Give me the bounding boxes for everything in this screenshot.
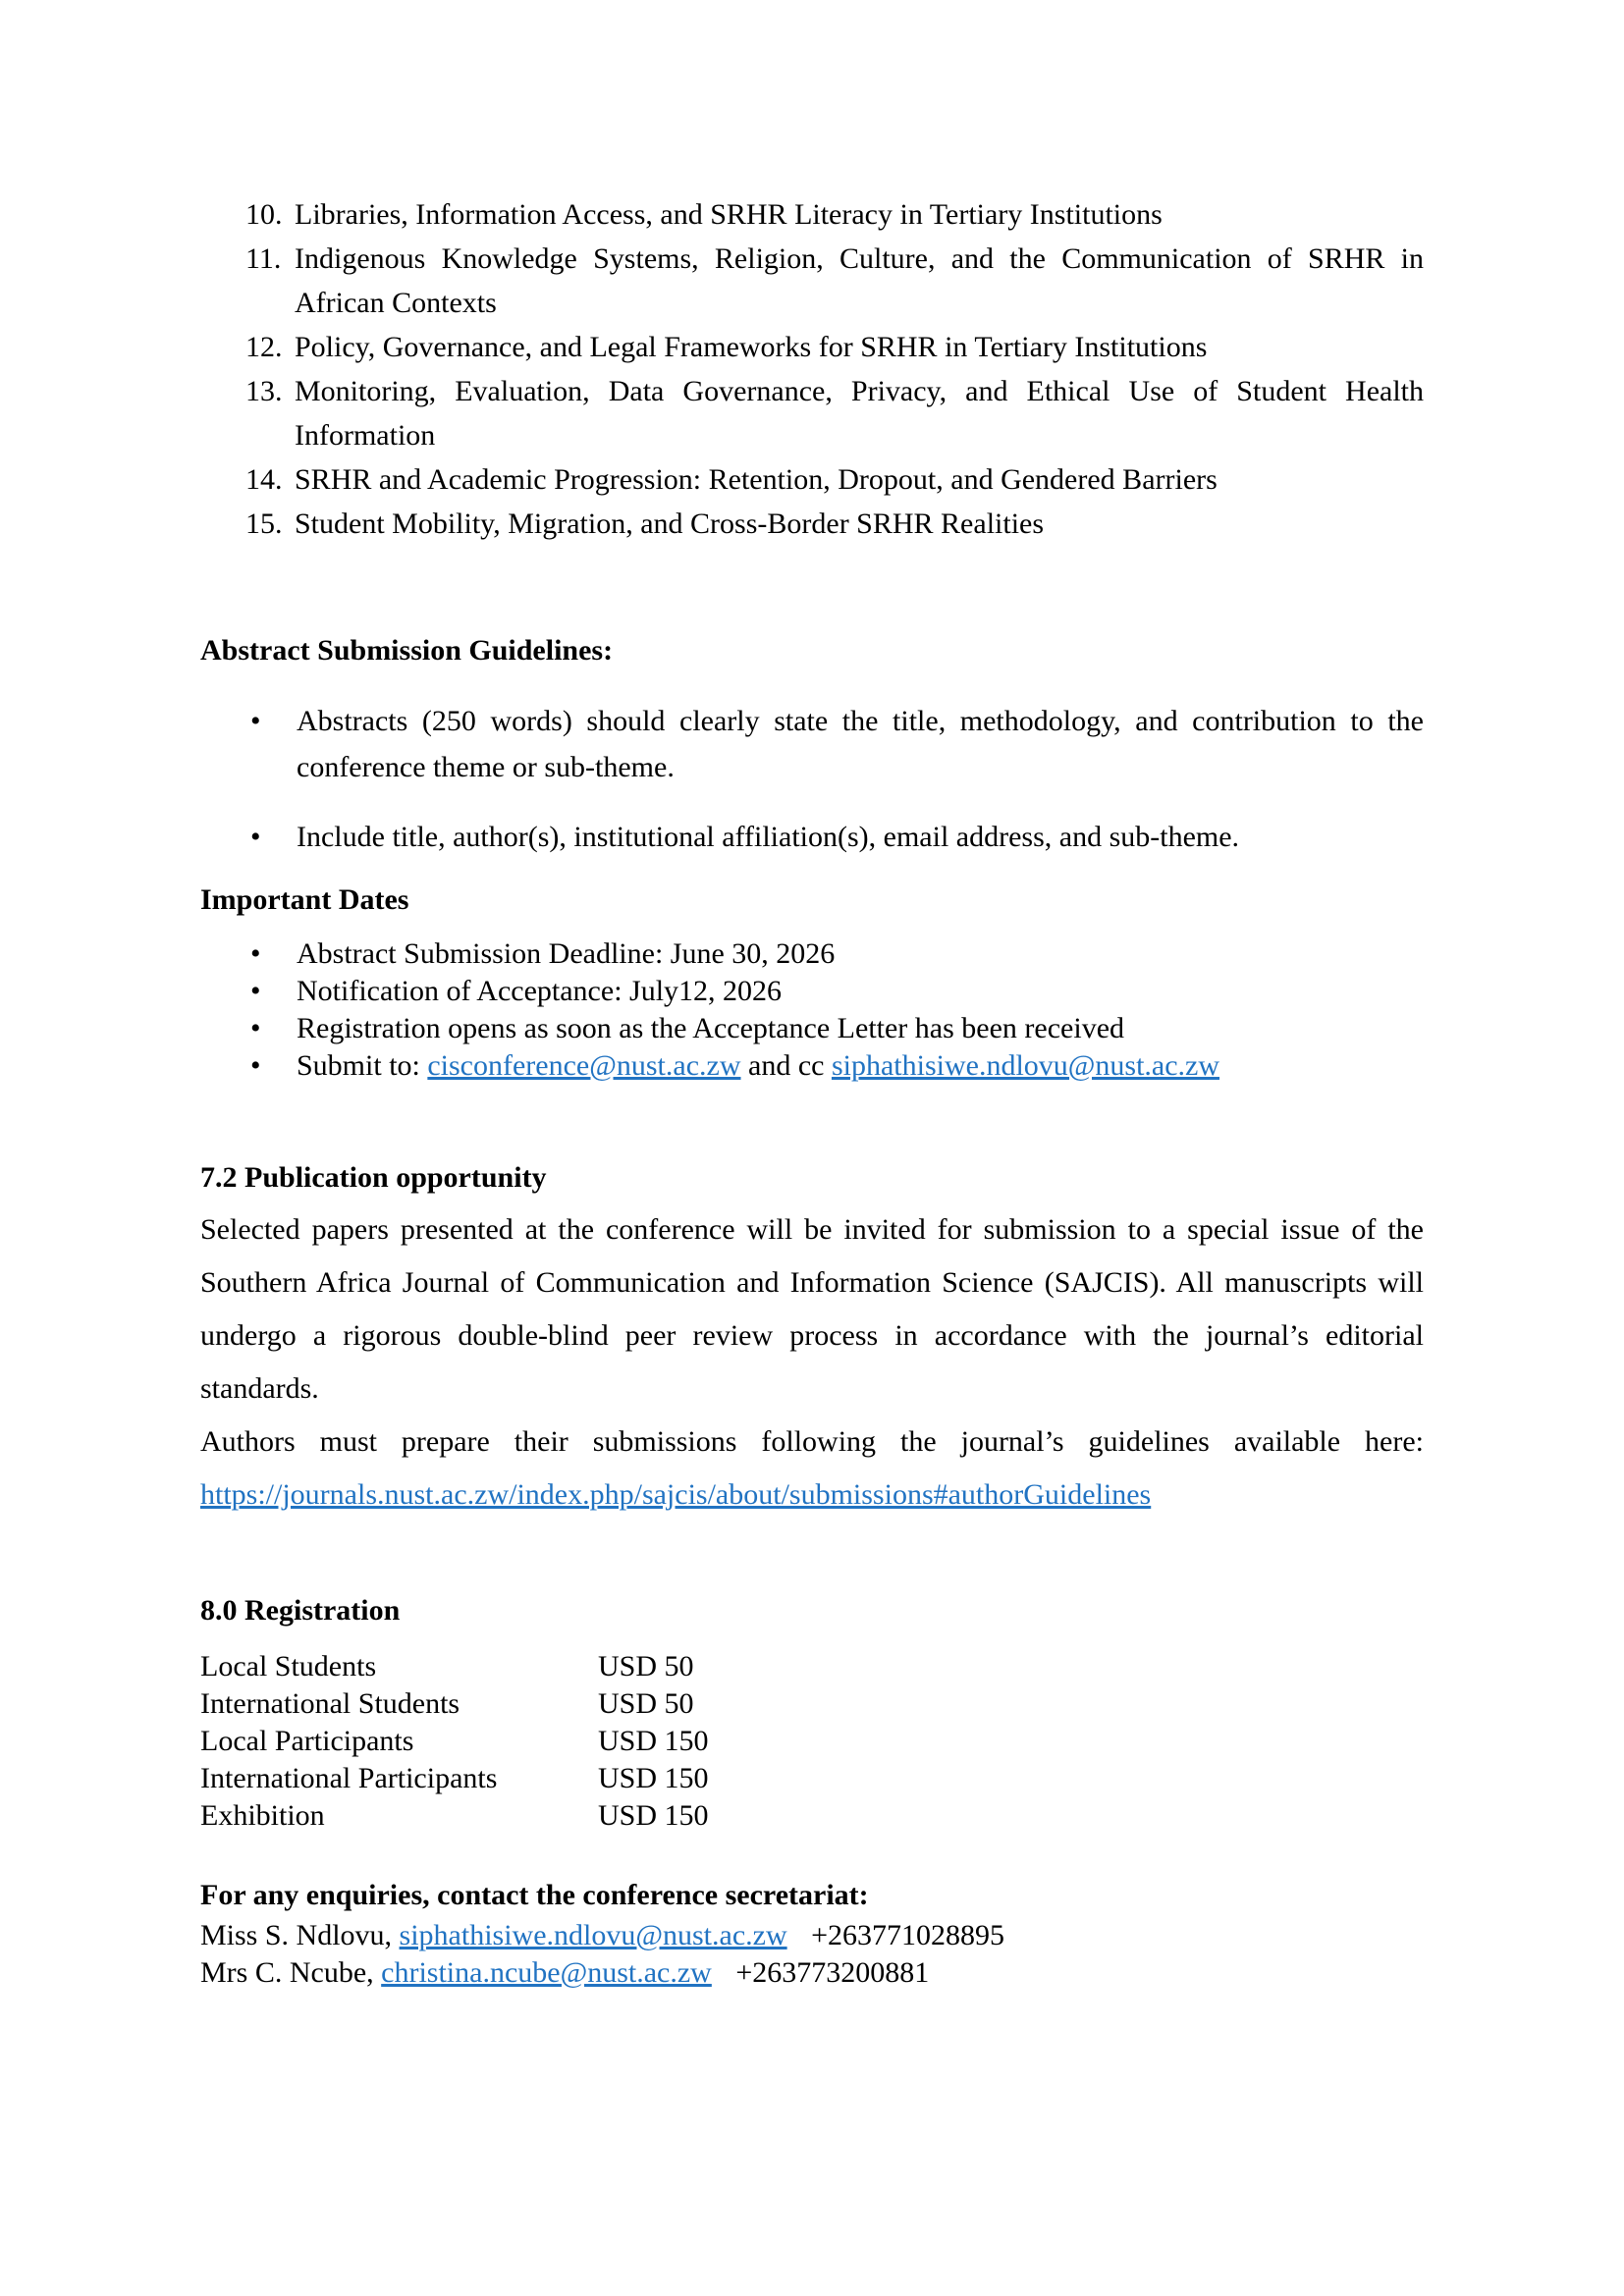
submit-text [297, 1049, 1219, 1082]
siphathisiwe-email-link[interactable]: siphathisiwe.ndlovu@nust.ac.zw [831, 1049, 1220, 1082]
bullet-marker-icon: • [250, 705, 261, 737]
fee-category: Local Participants [200, 1725, 414, 1757]
subtheme-item [200, 192, 1424, 237]
subtheme-item [200, 237, 1424, 325]
fee-row [200, 1723, 1424, 1760]
fee-amount: USD 150 [598, 1799, 709, 1832]
fee-row [200, 1685, 1424, 1723]
siphathisiwe-contact-email-link[interactable]: siphathisiwe.ndlovu@nust.ac.zw [399, 1919, 787, 1951]
subtheme-number: 12. [245, 331, 283, 363]
fee-category: International Participants [200, 1762, 498, 1794]
subtheme-text: SRHR and Academic Progression: Retention, Dropout, and Gendered Barriers [295, 463, 1218, 496]
contact-line [200, 1917, 1424, 1954]
enquiries-heading: For any enquiries, contact the conference secretariat: [200, 1879, 869, 1911]
bullet-marker-icon: • [250, 975, 261, 1007]
submit-prefix: Submit to: [297, 1049, 428, 1082]
subtheme-text: Libraries, Information Access, and SRHR Literacy in Tertiary Institutions [295, 198, 1163, 231]
publication-paragraph: Selected papers presented at the conference will be invited for submission to a special issue of the Southern Africa Journal of Communication and Information Science (SAJCIS). All manuscripts will undergo a rigorous double-blind peer review process in accordance with the journal’s editorial standards. [200, 1213, 1424, 1405]
abstract-guidelines-heading: Abstract Submission Guidelines: [200, 634, 614, 667]
author-guidelines-paragraph [200, 1415, 1424, 1522]
fee-amount: USD 50 [598, 1687, 694, 1720]
subtheme-item [200, 369, 1424, 457]
contact-name: Miss S. Ndlovu, [200, 1919, 393, 1951]
guideline-text: Abstracts (250 words) should clearly state the title, methodology, and contribution to the conference theme or sub-theme. [297, 705, 1424, 783]
subtheme-item [200, 457, 1424, 502]
date-bullet [200, 935, 1424, 973]
fee-row [200, 1797, 1424, 1835]
date-bullet [200, 1010, 1424, 1047]
christina-contact-email-link[interactable]: christina.ncube@nust.ac.zw [381, 1956, 712, 1989]
contact-name: Mrs C. Ncube, [200, 1956, 374, 1989]
fee-row [200, 1760, 1424, 1797]
subtheme-text: Monitoring, Evaluation, Data Governance, Privacy, and Ethical Use of Student Health Information [295, 375, 1424, 452]
important-dates-list [200, 935, 1424, 1085]
date-bullet [200, 973, 1424, 1010]
submit-bullet [200, 1047, 1424, 1085]
date-text: Notification of Acceptance: July12, 2026 [297, 975, 783, 1007]
author-guidelines-text: Authors must prepare their submissions following the journal’s guidelines available here: [200, 1425, 1424, 1458]
important-dates-heading: Important Dates [200, 883, 409, 916]
subtheme-number: 15. [245, 507, 283, 540]
guideline-bullet [200, 814, 1424, 860]
subtheme-number: 14. [245, 463, 283, 496]
registration-fees-table [200, 1648, 1424, 1835]
guideline-bullet [200, 698, 1424, 790]
author-guidelines-link[interactable]: https://journals.nust.ac.zw/index.php/sajcis/about/submissions#authorGuidelines [200, 1478, 1152, 1511]
subthemes-list [200, 192, 1424, 546]
publication-opportunity-heading: 7.2 Publication opportunity [200, 1161, 547, 1194]
fee-category: Local Students [200, 1650, 377, 1682]
subtheme-number: 11. [245, 242, 282, 275]
fee-category: Exhibition [200, 1799, 325, 1832]
subtheme-item [200, 325, 1424, 369]
subtheme-text: Student Mobility, Migration, and Cross-Border SRHR Realities [295, 507, 1045, 540]
subtheme-item [200, 502, 1424, 546]
fee-category: International Students [200, 1687, 460, 1720]
contact-line [200, 1954, 1424, 1992]
subtheme-text: Indigenous Knowledge Systems, Religion, Culture, and the Communication of SRHR in African Contexts [295, 242, 1424, 319]
guideline-text: Include title, author(s), institutional affiliation(s), email address, and sub-theme. [297, 821, 1240, 853]
subtheme-text: Policy, Governance, and Legal Frameworks for SRHR in Tertiary Institutions [295, 331, 1208, 363]
fee-amount: USD 150 [598, 1762, 709, 1794]
fee-amount: USD 50 [598, 1650, 694, 1682]
contact-phone: +263773200881 [735, 1956, 930, 1989]
bullet-marker-icon: • [250, 937, 261, 970]
contact-phone: +263771028895 [811, 1919, 1005, 1951]
secretariat-contacts [200, 1917, 1424, 1992]
registration-heading: 8.0 Registration [200, 1594, 401, 1627]
bullet-marker-icon: • [250, 1012, 261, 1044]
fee-row [200, 1648, 1424, 1685]
date-text: Registration opens as soon as the Acceptance Letter has been received [297, 1012, 1125, 1044]
bullet-marker-icon: • [250, 1049, 261, 1082]
submit-connector: and cc [740, 1049, 832, 1082]
date-text: Abstract Submission Deadline: June 30, 2026 [297, 937, 836, 970]
fee-amount: USD 150 [598, 1725, 709, 1757]
cisconference-email-link[interactable]: cisconference@nust.ac.zw [427, 1049, 741, 1082]
subtheme-number: 13. [245, 375, 283, 407]
subtheme-number: 10. [245, 198, 283, 231]
bullet-marker-icon: • [250, 821, 261, 853]
